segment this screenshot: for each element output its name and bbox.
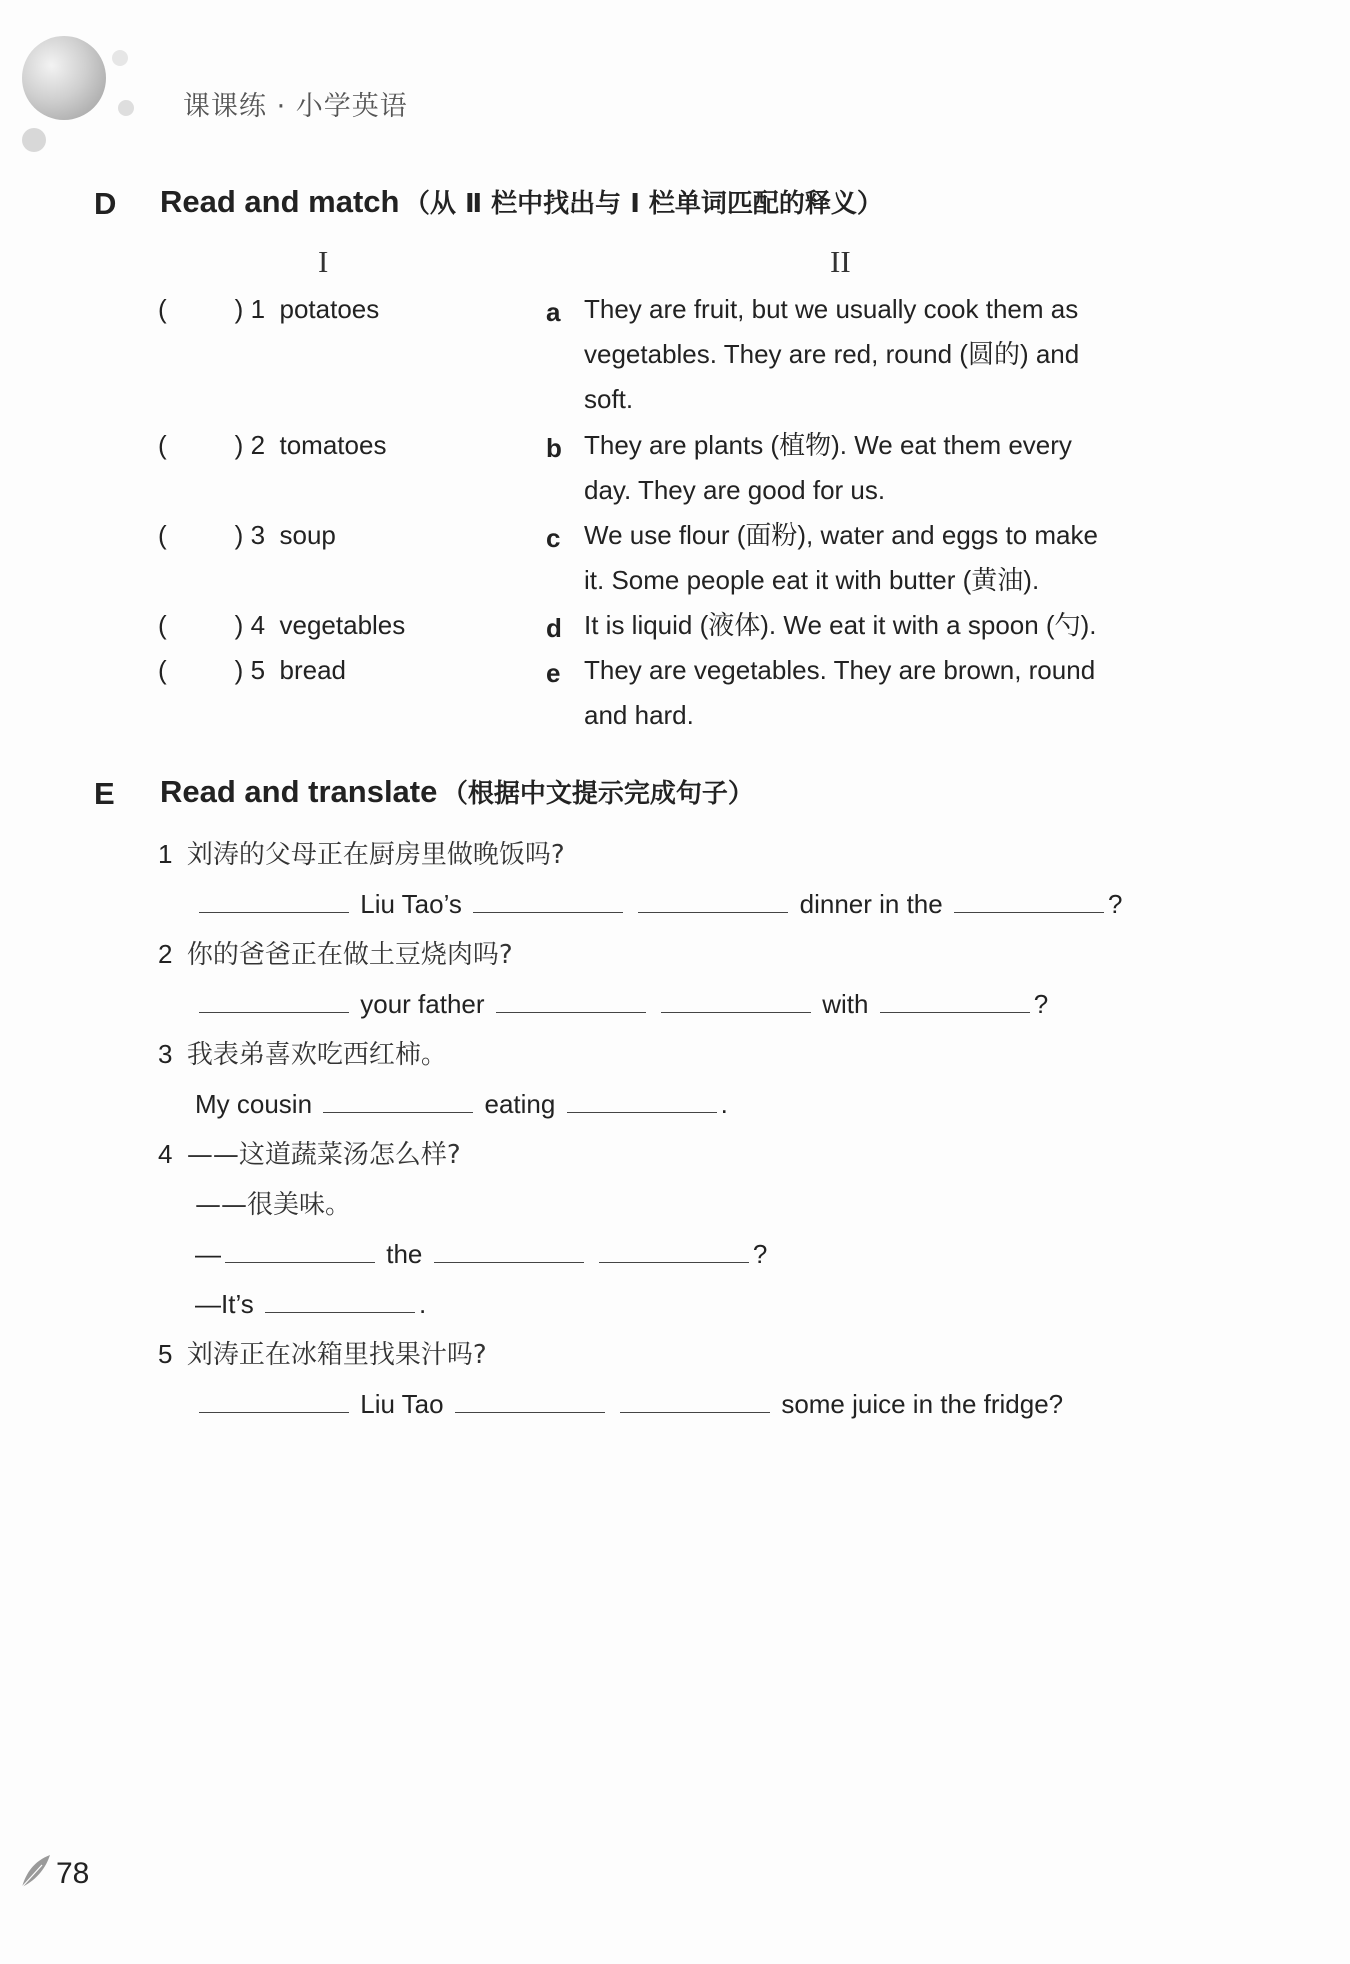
answer-blank[interactable] [473,882,623,913]
answer-blank[interactable] [199,882,349,913]
answer-blank[interactable] [638,882,788,913]
section-e-letter: E [94,776,115,811]
question-3-prompt: 3 我表弟喜欢吃西红柿。 [158,1039,447,1070]
question-1-prompt: 1 刘涛的父母正在厨房里做晚饭吗? [158,839,565,870]
question-4-prompt-reply: ——很美味。 [195,1190,352,1220]
section-d-instruction: （从 Ⅱ 栏中找出与 Ⅰ 栏单词匹配的释义） [403,189,883,219]
column-ii-heading: II [830,244,851,279]
section-d-heading [160,183,883,220]
answer-blank[interactable] [225,1232,375,1263]
answer-blank[interactable] [661,982,811,1013]
match-word: potatoes [279,294,380,324]
definition-letter: b [546,433,562,463]
question-2-answer: your father with ? [195,982,1048,1027]
question-2-prompt: 2 你的爸爸正在做土豆烧肉吗? [158,939,513,970]
definition-letter: a [546,297,561,327]
definition-text: We use flour (面粉), water and eggs to make it. Some people eat it with butter (黄油). [584,520,1098,595]
section-d-title: Read and match [160,184,400,219]
question-4-answer-line1: — the ? [195,1232,767,1277]
page-number: 78 [56,1857,90,1890]
answer-blank[interactable] [199,1382,349,1413]
question-4-prompt: 4 ——这道蔬菜汤怎么样? [158,1139,461,1170]
match-item: ( ) 1 potatoes [158,294,380,324]
decorative-dot [112,50,128,66]
match-item: ( ) 4 vegetables [158,610,406,640]
answer-blank[interactable] [455,1382,605,1413]
definition-text: It is liquid (液体). We eat it with a spoon (勺). [584,610,1097,640]
match-item: ( ) 2 tomatoes [158,430,387,460]
question-3-answer: My cousin eating . [195,1082,728,1127]
answer-blank[interactable] [880,982,1030,1013]
decorative-dot [22,128,46,152]
match-item: ( ) 3 soup [158,520,336,550]
question-4-answer-line2: —It’s . [195,1282,426,1327]
match-word: soup [279,520,336,550]
definition-letter: d [546,613,562,643]
column-i-heading: I [318,244,329,279]
answer-blank[interactable] [323,1082,473,1113]
definition-text: They are vegetables. They are brown, round and hard. [584,655,1096,730]
answer-blank[interactable] [954,882,1104,913]
decorative-dot [118,100,134,116]
section-e-title: Read and translate [160,774,438,809]
answer-blank[interactable] [599,1232,749,1263]
match-word: vegetables [279,610,406,640]
match-word: bread [279,655,346,685]
answer-blank[interactable] [620,1382,770,1413]
section-e-instruction: （根据中文提示完成句子） [441,779,754,809]
answer-blank[interactable] [199,982,349,1013]
definition-letter: e [546,658,561,688]
question-5-prompt: 5 刘涛正在冰箱里找果汁吗? [158,1339,487,1370]
definition-text: They are fruit, but we usually cook them as vegetables. They are red, round (圆的) and soft. [584,294,1080,414]
section-e-heading [160,773,754,810]
answer-blank[interactable] [434,1232,584,1263]
question-1-answer: Liu Tao’s dinner in the ? [195,882,1122,927]
definition-text: They are plants (植物). We eat them every day. They are good for us. [584,430,1072,505]
definition-letter: c [546,523,561,553]
decorative-sphere [22,36,106,120]
match-item: ( ) 5 bread [158,655,346,685]
answer-blank[interactable] [265,1282,415,1313]
match-word: tomatoes [279,430,387,460]
question-5-answer: Liu Tao some juice in the fridge? [195,1382,1063,1427]
section-d-letter: D [94,186,117,221]
header-title: 课课练 · 小学英语 [183,91,408,122]
answer-blank[interactable] [567,1082,717,1113]
answer-blank[interactable] [496,982,646,1013]
leaf-icon [20,1853,52,1889]
